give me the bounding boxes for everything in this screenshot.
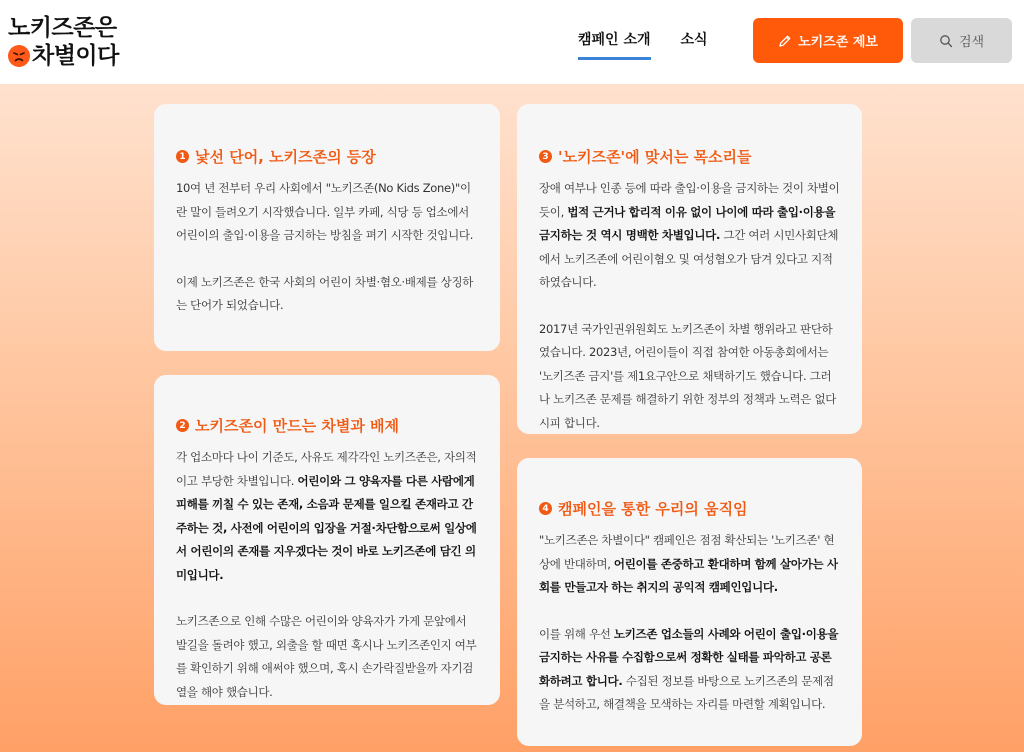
text-span: 이를 위해 우선 (539, 626, 614, 641)
main-nav (578, 20, 708, 60)
card-paragraph (176, 446, 478, 587)
logo-line-2-text: 차별이다 (32, 43, 119, 69)
bold-text: 법적 근거나 합리적 이유 없이 나이에 따라 출입·이용을 금지하는 것 역시 명백한 차별입니다. (539, 204, 836, 242)
site-logo[interactable] (8, 12, 128, 72)
card-title (539, 146, 840, 167)
site-header (0, 0, 1024, 84)
number-badge: 3 (539, 150, 552, 163)
logo-line-2 (8, 42, 128, 70)
card-paragraph: 이제 노키즈존은 한국 사회의 어린이 차별·혐오·배제를 상징하는 단어가 되었습니다. (176, 274, 474, 312)
card-title-text: 낯선 단어, 노키즈존의 등장 (195, 148, 376, 166)
angry-face-icon (8, 45, 30, 67)
card-paragraph (539, 529, 840, 600)
card-title (176, 146, 478, 167)
card-title (539, 498, 840, 519)
text-span: 장애 여부나 인종 등에 따라 출입·이용을 금지하는 것이 차별이듯이, (539, 181, 840, 219)
nav-item-news[interactable]: 소식 (680, 32, 708, 48)
bold-text: 어린이를 존중하고 환대하며 함께 살아가는 사회를 만들고자 하는 취지의 공익적 캠페인입니다. (539, 556, 838, 594)
card-title-text: '노키즈존'에 맞서는 목소리들 (558, 148, 752, 166)
report-button[interactable] (753, 18, 903, 63)
card-title (176, 415, 478, 436)
card-title-text: 캠페인을 통한 우리의 움직임 (558, 500, 748, 518)
search-button[interactable] (911, 18, 1012, 63)
logo-line-1: 노키즈존은 (8, 15, 117, 41)
card-voices (517, 104, 862, 434)
search-button-label: 검색 (958, 35, 985, 50)
text-span: 수집된 정보를 바탕으로 노키즈존의 문제점을 분석하고, 해결책을 모색하는 자리를 마련할 계획입니다. (539, 673, 834, 711)
card-paragraph: 2017년 국가인권위원회도 노키즈존이 차별 행위라고 판단하였습니다. 2023년, 어린이들이 직접 참여한 아동총회에서는 '노키즈존 금지'를 제1요구안으로 채택하기도 했습니다. 그러나 노키즈존 문제를 해결하기 위한 정부의 정책과 노력은 없다시피 합니다. (539, 321, 837, 430)
number-badge: 1 (176, 150, 189, 163)
text-span: 각 업소마다 나이 기준도, 사유도 제각각인 노키즈존은, 자의적이고 부당한 차별입니다. (176, 450, 477, 488)
bold-text: 어린이와 그 양육자를 다른 사람에게 피해를 끼칠 수 있는 존재, 소음과 문제를 일으킬 존재라고 간주하는 것, 사전에 어린이의 입장을 거절·차단함으로써 일상에서 어린이의 존재를 지우겠다는 것이 바로 노키즈존에 담긴 의미입니다. (176, 473, 477, 582)
pencil-icon (778, 34, 792, 48)
card-campaign (517, 458, 862, 746)
report-button-label: 노키즈존 제보 (798, 35, 878, 50)
card-title-text: 노키즈존이 만드는 차별과 배제 (195, 417, 400, 435)
number-badge: 4 (539, 502, 552, 515)
card-intro (154, 104, 500, 351)
card-paragraph: 노키즈존으로 인해 수많은 어린이와 양육자가 가게 문앞에서 발길을 돌려야 했고, 외출을 할 때면 혹시나 노키즈존인지 여부를 확인하기 위해 애써야 했으며, 혹시 손가락질받을까 자기검열을 해야 했습니다. (176, 614, 477, 699)
nav-item-campaign-intro[interactable]: 캠페인 소개 (578, 20, 651, 60)
card-paragraph (539, 177, 840, 295)
bold-text: 노키즈존 업소들의 사례와 어린이 출입·이용을 금지하는 사유를 수집함으로써 정확한 실태를 파악하고 공론화하려고 합니다. (539, 626, 839, 688)
card-paragraph: 10여 년 전부터 우리 사회에서 "노키즈존(No Kids Zone)"이란 말이 들려오기 시작했습니다. 일부 카페, 식당 등 업소에서 어린이의 출입·이용을 금지하는 방침을 펴기 시작한 것입니다. (176, 181, 474, 242)
card-discrimination (154, 375, 500, 705)
number-badge: 2 (176, 419, 189, 432)
card-paragraph (539, 623, 840, 717)
text-span: 그간 여러 시민사회단체에서 노키즈존에 어린이혐오 및 여성혐오가 담겨 있다고 지적하였습니다. (539, 228, 839, 289)
text-span: "노키즈존은 차별이다" 캠페인은 점점 확산되는 '노키즈존' 현상에 반대하며, (539, 533, 835, 571)
search-icon (939, 34, 953, 48)
